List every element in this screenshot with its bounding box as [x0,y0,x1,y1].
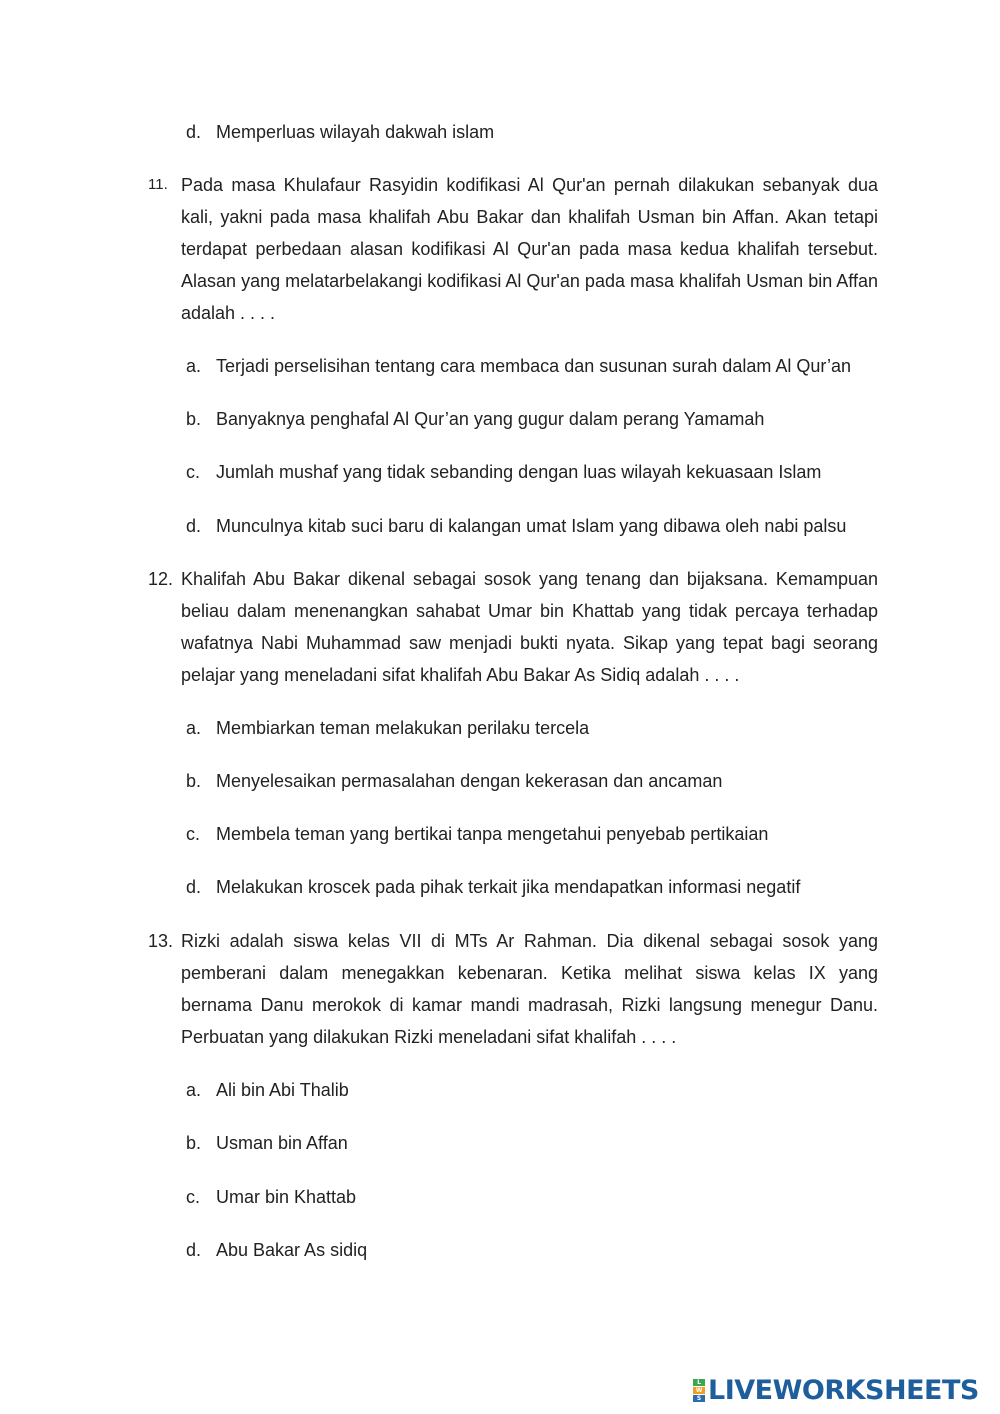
question-number: 12. [148,569,174,589]
option-letter: d. [186,877,202,897]
option-letter: b. [186,1133,202,1153]
option-letter: c. [186,1187,201,1207]
option-text: Ali bin Abi Thalib [216,1080,349,1100]
q12-option-c[interactable] [186,818,768,850]
q12-option-b[interactable] [186,765,722,797]
option-text: Membiarkan teman melakukan perilaku tercela [216,718,590,738]
previous-option-d [186,116,494,148]
liveworksheets-logo [693,1374,979,1406]
logo-badge-w: W [693,1387,705,1394]
option-text: Munculnya kitab suci baru di kalangan umat Islam yang dibawa oleh nabi palsu [216,516,847,536]
question-11 [148,169,878,329]
question-number: 11. [148,176,168,193]
option-text: Usman bin Affan [216,1133,348,1153]
option-letter: b. [186,409,202,429]
option-letter: a. [186,356,202,376]
q13-option-d[interactable] [186,1234,367,1266]
option-letter: b. [186,771,202,791]
logo-badge-l: L [693,1379,705,1386]
q12-option-a[interactable] [186,712,589,744]
option-text: Membela teman yang bertikai tanpa mengetahui penyebab pertikaian [216,824,769,844]
option-text: Terjadi perselisihan tentang cara membaca dan susunan surah dalam Al Qur’an [216,356,852,376]
q11-option-a[interactable] [186,350,851,382]
option-letter: d. [186,516,202,536]
q13-option-b[interactable] [186,1127,348,1159]
option-letter: d. [186,122,202,142]
question-text: Khalifah Abu Bakar dikenal sebagai sosok yang tenang dan bijaksana. Kemampuan beliau dalam menenangkan sahabat Umar bin Khattab yang tidak percaya terhadap wafatnya Nabi Muhammad saw menjadi bukti nyata. Sikap yang tepat bagi seorang pelajar yang meneladani sifat khalifah Abu Bakar As Sidiq adalah . . . . [181,569,878,685]
option-text: Menyelesaikan permasalahan dengan kekerasan dan ancaman [216,771,723,791]
option-text: Jumlah mushaf yang tidak sebanding dengan luas wilayah kekuasaan Islam [216,462,822,482]
option-text: Melakukan kroscek pada pihak terkait jika mendapatkan informasi negatif [216,877,801,897]
logo-text: LIVEWORKSHEETS [708,1374,979,1406]
logo-badge-icon [693,1378,705,1402]
option-text: Banyaknya penghafal Al Qur’an yang gugur dalam perang Yamamah [216,409,765,429]
q12-option-d[interactable] [186,871,800,903]
option-letter: d. [186,1240,202,1260]
question-text: Rizki adalah siswa kelas VII di MTs Ar Rahman. Dia dikenal sebagai sosok yang pemberani dalam menegakkan kebenaran. Ketika melihat siswa kelas IX yang bernama Danu merokok di kamar mandi madrasah, Rizki langsung menegur Danu. Perbuatan yang dilakukan Rizki meneladani sifat khalifah . . . . [181,931,878,1047]
option-text: Umar bin Khattab [216,1187,357,1207]
q11-option-b[interactable] [186,403,764,435]
option-letter: c. [186,824,201,844]
question-number: 13. [148,931,174,951]
logo-badge-s: S [693,1395,705,1402]
q11-option-c[interactable] [186,456,821,488]
question-12 [148,563,878,691]
question-text: Pada masa Khulafaur Rasyidin kodifikasi Al Qur'an pernah dilakukan sebanyak dua kali, yakni pada masa khalifah Abu Bakar dan khalifah Usman bin Affan. Akan tetapi terdapat perbedaan alasan kodifikasi Al Qur'an pada masa kedua khalifah tersebut. Alasan yang melatarbelakangi kodifikasi Al Qur'an pada masa khalifah Usman bin Affan adalah . . . . [181,175,878,323]
option-letter: a. [186,718,202,738]
q13-option-a[interactable] [186,1074,349,1106]
option-letter: a. [186,1080,202,1100]
q11-option-d[interactable] [186,510,846,542]
option-text: Abu Bakar As sidiq [216,1240,368,1260]
q13-option-c[interactable] [186,1181,356,1213]
option-text: Memperluas wilayah dakwah islam [216,122,495,142]
question-13 [148,925,878,1053]
option-letter: c. [186,462,201,482]
